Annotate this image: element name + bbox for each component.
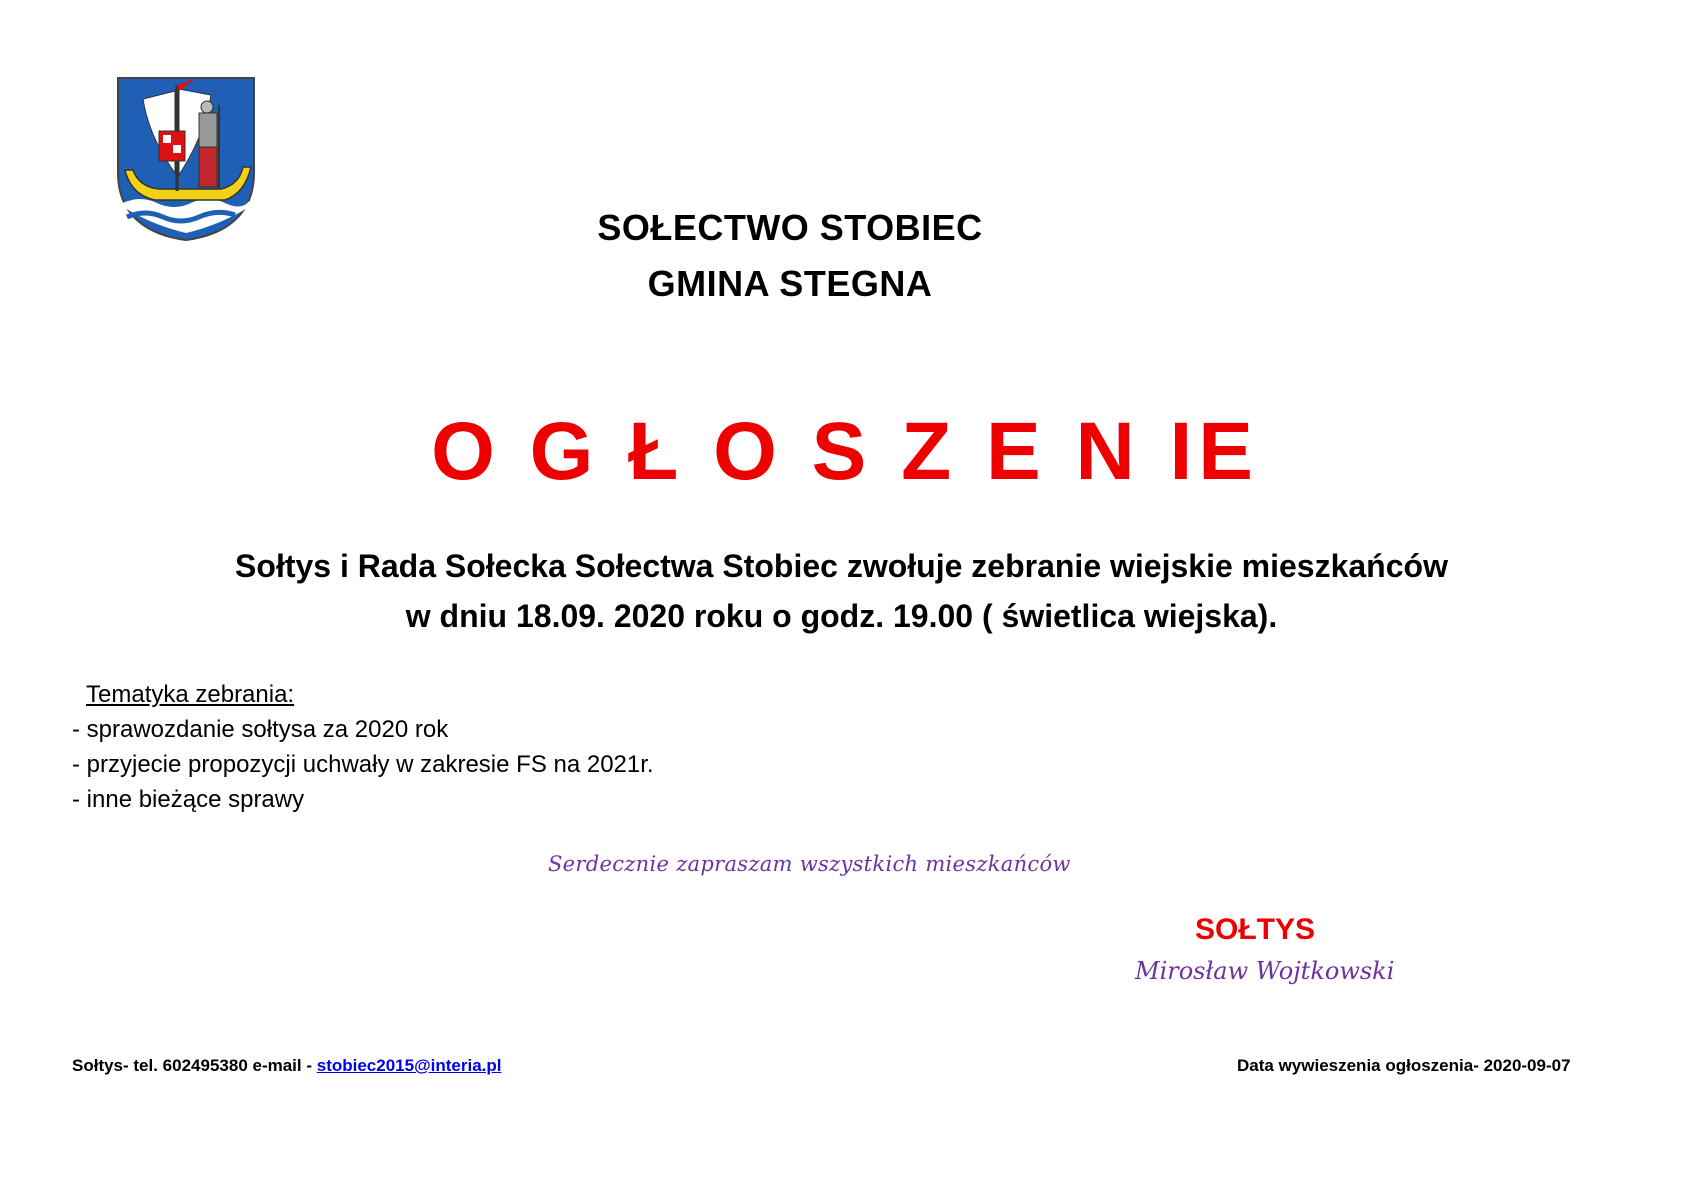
header-village: SOŁECTWO STOBIEC — [597, 207, 983, 248]
topic-item: - sprawozdanie sołtysa za 2020 rok — [72, 716, 449, 743]
email-link[interactable]: stobiec2015@interia.pl — [316, 1056, 502, 1075]
topic-item: - przyjecie propozycji uchwały w zakresie FS na 2021r. — [72, 751, 654, 778]
signature-role: SOŁTYS — [1195, 913, 1316, 946]
announcement-body-line2: w dniu 18.09. 2020 roku o godz. 19.00 ( świetlica wiejska). — [405, 598, 1278, 634]
header-municipality: GMINA STEGNA — [647, 263, 933, 304]
footer-contact — [72, 1056, 502, 1076]
invitation-text: Serdecznie zapraszam wszystkich mieszkańców — [548, 852, 1071, 876]
footer-posted-date: Data wywieszenia ogłoszenia- 2020-09-07 — [1237, 1056, 1571, 1075]
topic-item: - inne bieżące sprawy — [72, 786, 305, 813]
contact-text: Sołtys- tel. 602495380 e-mail - — [72, 1056, 317, 1075]
topics-heading: Tematyka zebrania: — [86, 681, 295, 708]
signature-name: Mirosław Wojtkowski — [1135, 957, 1395, 985]
announcement-body-line1: Sołtys i Rada Sołecka Sołectwa Stobiec zwołuje zebranie wiejskie mieszkańców — [235, 548, 1448, 584]
meeting-topics — [72, 677, 654, 817]
announcement-title: O G Ł O S Z E N IE — [431, 406, 1259, 497]
